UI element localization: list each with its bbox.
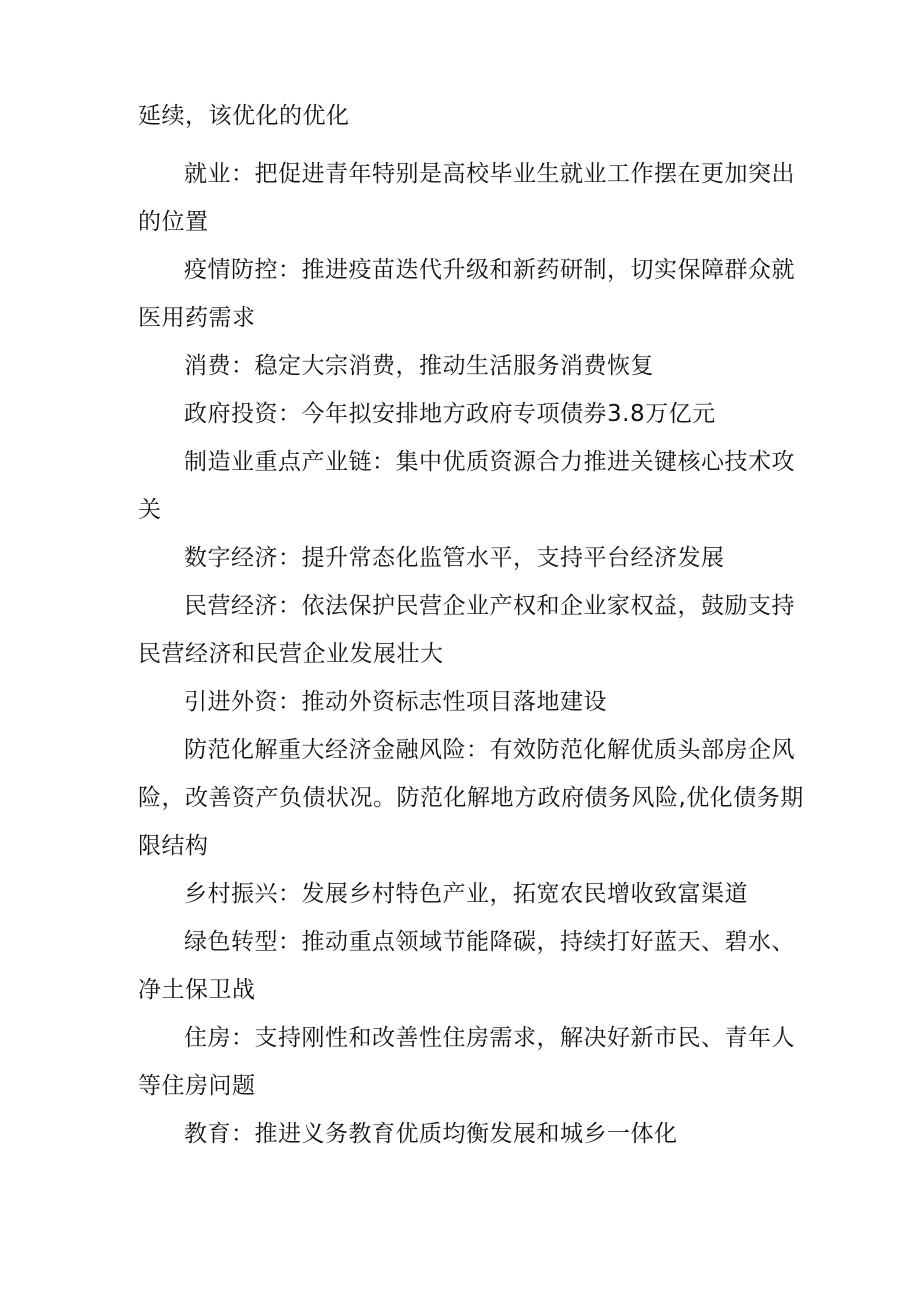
- document-body: [138, 92, 818, 1158]
- paragraph-manufacturing-chain: 制造业重点产业链：集中优质资源合力推进关键核心技术攻关: [138, 449, 795, 523]
- paragraph-green-transition: 绿色转型：推动重点领域节能降碳，持续打好蓝天、碧水、净土保卫战: [138, 929, 795, 1003]
- paragraph-epidemic-control: 疫情防控：推进疫苗迭代升级和新药研制，切实保障群众就医用药需求: [138, 257, 795, 331]
- paragraph-education: 教育：推进义务教育优质均衡发展和城乡一体化: [184, 1121, 678, 1147]
- paragraph-rural-revitalization: 乡村振兴：发展乡村特色产业，拓宽农民增收致富渠道: [184, 881, 748, 907]
- paragraph-consumption: 消费：稳定大宗消费，推动生活服务消费恢复: [184, 353, 654, 379]
- paragraph-housing: 住房：支持刚性和改善性住房需求，解决好新市民、青年人等住房问题: [138, 1025, 795, 1099]
- paragraph-financial-risk: 防范化解重大经济金融风险：有效防范化解优质头部房企风险，改善资产负债状况。防范化解地方政府债务风险,优化债务期限结构: [138, 737, 804, 859]
- paragraph-foreign-investment: 引进外资：推动外资标志性项目落地建设: [184, 689, 607, 715]
- paragraph-private-economy: 民营经济：依法保护民营企业产权和企业家权益，鼓励支持民营经济和民营企业发展壮大: [138, 593, 795, 667]
- paragraph-digital-economy: 数字经济：提升常态化监管水平，支持平台经济发展: [184, 545, 725, 571]
- paragraph-continuation: 延续，该优化的优化: [138, 103, 350, 129]
- paragraph-employment: 就业：把促进青年特别是高校毕业生就业工作摆在更加突出的位置: [138, 161, 795, 235]
- paragraph-government-investment: 政府投资：今年拟安排地方政府专项债券3.8万亿元: [184, 401, 716, 427]
